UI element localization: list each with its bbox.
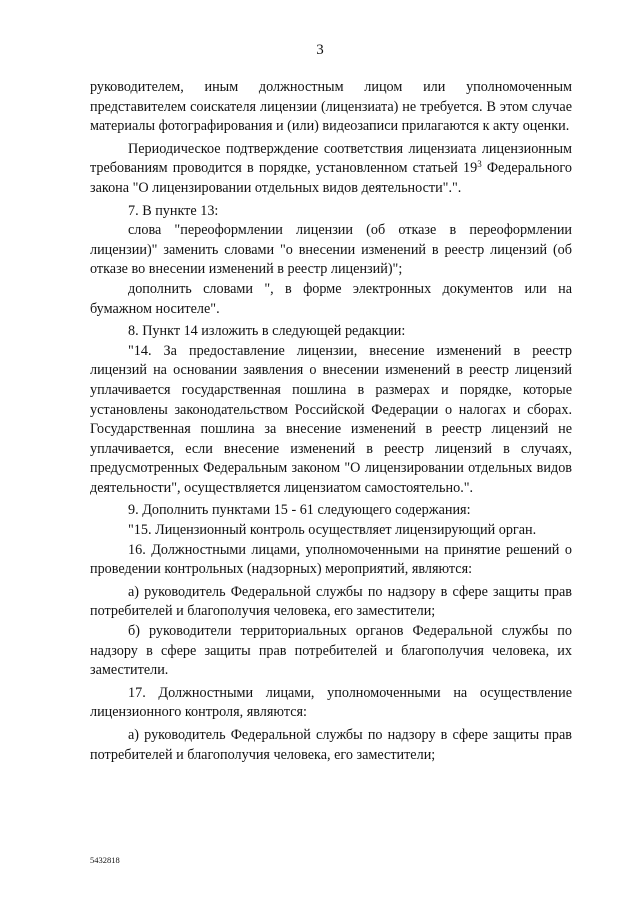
paragraph-periodic-text-end: Федерального закона "О лицензировании отдельных видов деятельности".". [90, 160, 572, 196]
item-15-text: "15. Лицензионный контроль осуществляет лицензирующий орган. [128, 522, 537, 539]
item-17-text: 17. Должностными лицами, уполномоченными на осуществление лицензионного контроля, являются: [90, 684, 572, 721]
item-7-add-words: дополнить словами ", в форме электронных документов или на бумажном носителе". [90, 280, 572, 317]
article-superscript: 3 [477, 159, 482, 170]
item-17-a-text: а) руководитель Федеральной службы по надзору в сфере защиты прав потребителей и благополучия человека, его заместители; [90, 727, 572, 763]
document-code: 5432818 [90, 855, 120, 865]
paragraph-periodic-confirmation [90, 140, 572, 199]
item-7-replace-words: слова "переоформлении лицензии (об отказе в переоформлении лицензии)" заменить словами "о внесении изменений в реестр лицензий (об отказе во внесении изменений в реестр лицензий)"; [90, 222, 572, 278]
item-16-text: 16. Должностными лицами, уполномоченными на принятие решений о проведении контрольных (надзорных) мероприятий, являются: [90, 541, 572, 578]
item-7-heading: 7. В пункте 13: [128, 202, 219, 219]
item-8-heading: 8. Пункт 14 изложить в следующей редакции: [128, 323, 406, 340]
item-16-b-text: б) руководители территориальных органов Федеральной службы по надзору в сфере защиты прав потребителей и благополучия человека, их заместители. [90, 623, 572, 679]
page-number: 3 [316, 42, 324, 58]
paragraph-continuation: руководителем, иным должностным лицом или уполномоченным представителем соискателя лицензии (лицензиата) не требуется. В этом случае материалы фотографирования и (или) видеозаписи прилагаются к акту оценки. [90, 79, 572, 135]
item-14-text: "14. За предоставление лицензии, внесение изменений в реестр лицензий на основании заявления о внесении изменений в реестр лицензий уплачивается государственная пошлина в размерах и порядке, которые установлены законодательством Российской Федерации о налогах и сборах. Государственная пошлина за внесение изменений в реестр лицензий не уплачивается, если внесение изменений в реестр лицензий в случаях, предусмотренных Федеральным законом "О лицензировании отдельных видов деятельности", осуществляется лицензиатом самостоятельно.". [90, 342, 572, 496]
item-9-heading: 9. Дополнить пунктами 15 - 61 следующего содержания: [128, 502, 471, 519]
paragraph-periodic-text-start: Периодическое подтверждение соответствия лицензиата лицензионным требованиям проводится в порядке, установленном статьей 19 [90, 140, 572, 177]
document-body [90, 78, 572, 765]
item-16-a-text: а) руководитель Федеральной службы по надзору в сфере защиты прав потребителей и благополучия человека, его заместители; [90, 583, 572, 620]
